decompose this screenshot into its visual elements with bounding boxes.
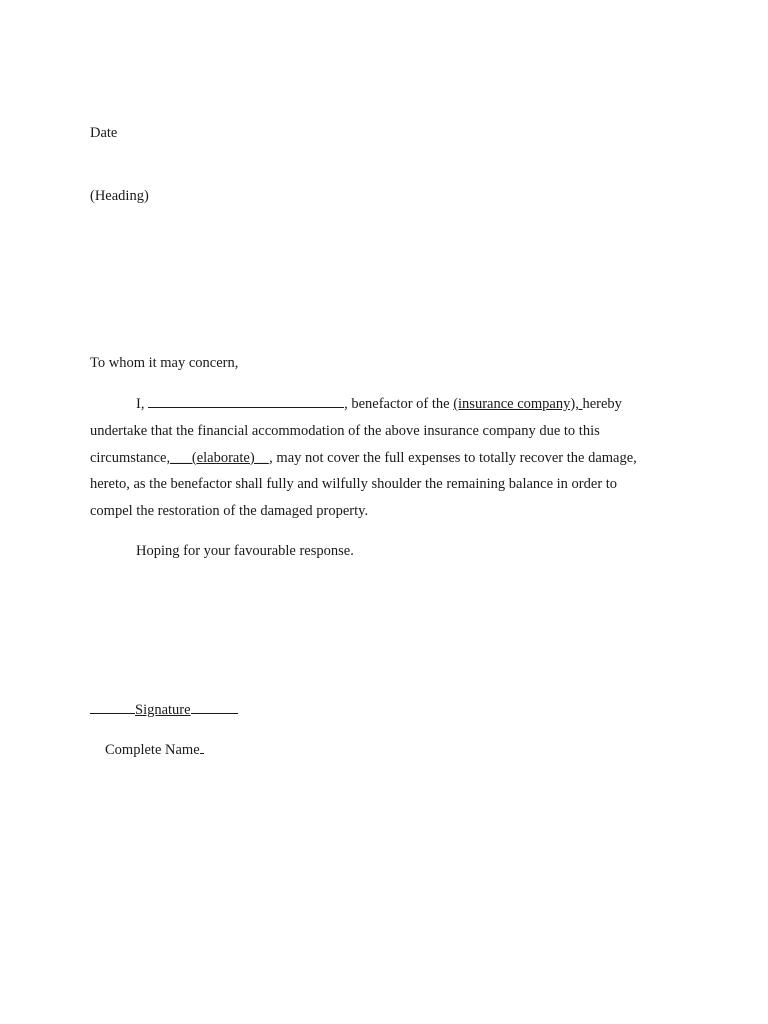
signature-label: Signature <box>135 702 191 718</box>
body-line-3-end: may not cover the full expenses to totally recover the damage, <box>272 449 637 466</box>
signature-blank-right <box>191 700 238 714</box>
body-line-1-start: I, <box>136 396 149 412</box>
salutation: To whom it may concern, <box>90 355 239 371</box>
body-line-1-mid: , benefactor of the <box>344 396 454 412</box>
name-blank-line <box>148 394 344 408</box>
body-line-2: undertake that the financial accommodation of the above insurance company due to this <box>90 422 600 439</box>
body-line-5: compel the restoration of the damaged property. <box>90 503 369 520</box>
body-line-3-start: circumstance, <box>90 449 171 466</box>
body-line-1 <box>90 391 670 418</box>
body-line-1-end: hereby <box>582 396 622 412</box>
date-label: Date <box>90 125 118 141</box>
signature-line <box>90 700 238 719</box>
closing-line: Hoping for your favourable response. <box>136 543 354 559</box>
insurance-company-placeholder: (insurance company), <box>453 396 583 412</box>
elaborate-placeholder: ___(elaborate)__, <box>170 449 273 466</box>
complete-name-line <box>105 740 204 759</box>
body-line-4: hereto, as the benefactor shall fully and wilfully shoulder the remaining balance in order to <box>90 476 618 493</box>
complete-name-label: Complete Name <box>105 742 200 758</box>
body-line-3 <box>90 445 670 472</box>
complete-name-blank <box>200 740 204 754</box>
signature-blank-left <box>90 700 135 714</box>
heading-label: (Heading) <box>90 188 149 204</box>
letter-body <box>90 391 670 525</box>
